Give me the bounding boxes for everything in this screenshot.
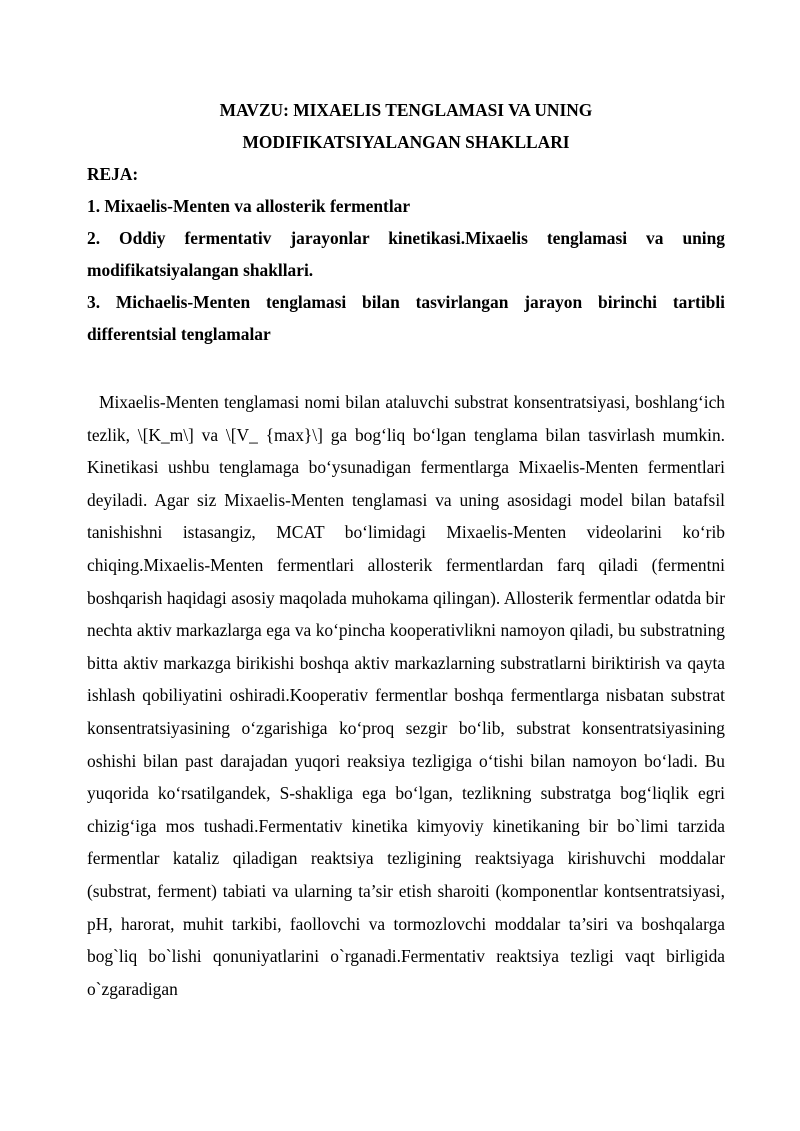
section-spacer	[87, 350, 725, 386]
plan-item-3: 3. Michaelis-Menten tenglamasi bilan tasvirlangan jarayon birinchi tartibli differentsial tenglamalar	[87, 292, 725, 344]
plan-heading: REJA:	[87, 164, 139, 184]
document-content	[87, 94, 725, 1005]
plan-item-2: 2. Oddiy fermentativ jarayonlar kinetikasi.Mixaelis tenglamasi va uning modifikatsiyalangan shakllari.	[87, 228, 725, 280]
body-paragraph: Mixaelis-Menten tenglamasi nomi bilan ataluvchi substrat konsentratsiyasi, boshlang‘ich tezlik, \[K_m\] va \[V_ {max}\] ga bog‘liq bo‘lgan tenglama bilan tasvirlash mumkin. Kinetikasi ushbu tenglamaga bo‘ysunadigan fermentlarga Mixaelis-Menten fermentlari deyiladi. Agar siz Mixaelis-Menten tenglamasi va uning asosidagi model bilan batafsil tanishishni istasangiz, MCAT bo‘limidagi Mixaelis-Menten videolarini ko‘rib chiqing.Mixaelis-Menten fermentlari allosterik fermentlardan farq qiladi (fermentni boshqarish haqidagi asosiy maqolada muhokama qilingan). Allosterik fermentlar odatda bir nechta aktiv markazlarga ega va ko‘pincha kooperativlikni namoyon qiladi, bu substratning bitta aktiv markazga birikishi boshqa aktiv markazlarning substratlarni biriktirish va qayta ishlash qobiliyatini oshiradi.Kooperativ fermentlar boshqa fermentlarga nisbatan substrat konsentratsiyasining o‘zgarishiga ko‘proq sezgir bo‘lib, substrat konsentratsiyasining oshishi bilan past darajadan yuqori reaksiya tezligiga o‘tishi bilan namoyon bo‘ladi. Bu yuqorida ko‘rsatilgandek, S-shakliga ega bo‘lgan, tezlikning substratga bog‘liqlik egri chizig‘iga mos tushadi.Fermentativ kinetika kimyoviy kinetikaning bir bo`limi tarzida fermentlar kataliz qiladigan reaktsiya tezligining reaktsiyaga kirishuvchi moddalar (substrat, ferment) tabiati va ularning ta’sir etish sharoiti (komponentlar kontsentratsiyasi, pH, harorat, muhit tarkibi, faollovchi va tormozlovchi moddalar ta’siri va boshqalarga bog`liq bo`lishi qonuniyatlarini o`rganadi.Fermentativ reaktsiya tezligi vaqt birligida o`zgaradigan	[87, 392, 725, 999]
document-title-line-2: MODIFIKATSIYALANGAN SHAKLLARI	[242, 132, 570, 152]
plan-item-1: 1. Mixaelis-Menten va allosterik fermentlar	[87, 196, 411, 216]
document-title-line-1: MAVZU: MIXAELIS TENGLAMASI VA UNING	[219, 100, 593, 120]
